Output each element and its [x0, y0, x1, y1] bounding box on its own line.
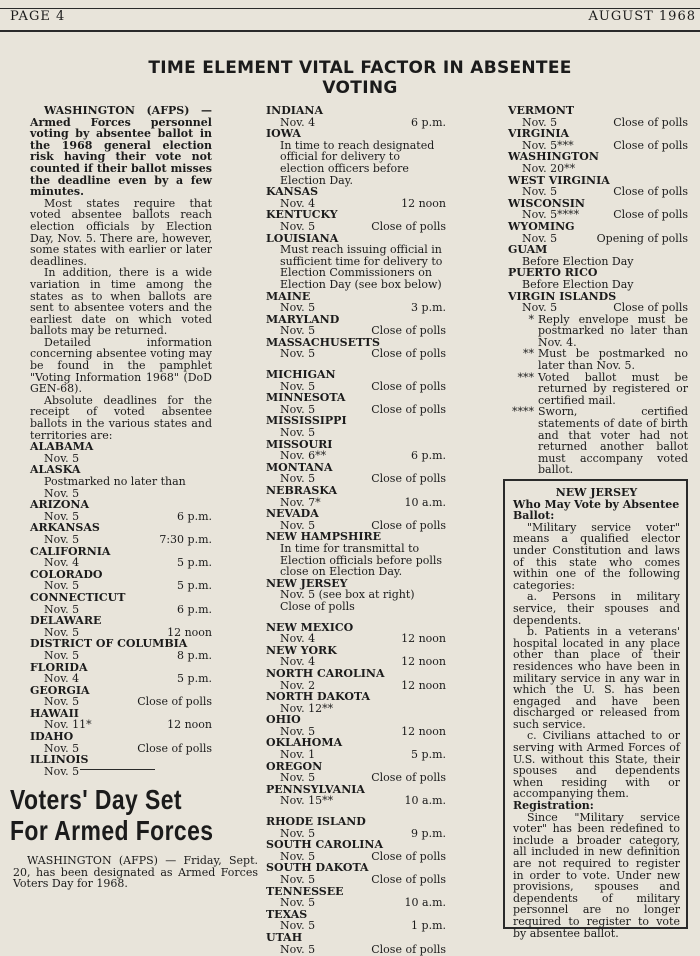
deadline-time: 6 p.m. — [411, 115, 446, 129]
footnote-text: Sworn, certified statements of date of birth and that voter had not returned another ballot must accompany voted ballot. — [538, 405, 688, 477]
deadline-date: Nov. 6** — [280, 449, 327, 463]
state-name: IDAHO — [30, 730, 74, 744]
deadline-date: Nov. 5 — [280, 379, 316, 393]
deadline-date: Nov. 5 — [280, 942, 316, 956]
state-name: OKLAHOMA — [266, 736, 343, 750]
deadline-time: 1 p.m. — [411, 919, 446, 933]
state-name: MINNESOTA — [266, 391, 346, 405]
deadline-date: Nov. 5*** — [522, 138, 574, 152]
deadline-time: 3 p.m. — [411, 301, 446, 315]
deadline-row — [508, 302, 688, 314]
state-name: GEORGIA — [30, 683, 90, 697]
header-rule-bottom — [0, 30, 700, 32]
footnote-mark: *** — [517, 370, 534, 384]
intro-paragraph: Most states require that voted absentee ballots reach election officials by Election Day, Nov. 5. There are, however, some states with earlier or later deadlines. — [30, 196, 212, 268]
deadline-date: Nov. 5 — [44, 648, 80, 662]
state-name: ALASKA — [30, 463, 81, 477]
footnote — [508, 406, 688, 476]
deadline-row — [266, 348, 446, 360]
box-paragraph: a. Persons in military service, their spouses and dependents. — [513, 590, 680, 627]
state-name: CONNECTICUT — [30, 590, 126, 604]
new-jersey-box — [503, 479, 688, 940]
state-entry — [266, 531, 446, 577]
intro-paragraph: Detailed information concerning absentee voting may be found in the pamphlet "Voting Information 1968" (DoD GEN-68). — [30, 335, 212, 396]
state-name: HAWAII — [30, 706, 79, 720]
deadline-time: 7:30 p.m. — [159, 532, 212, 546]
state-name: NORTH DAKOTA — [266, 690, 371, 704]
state-entry — [266, 105, 446, 128]
footnote-text: Must be postmarked no later than Nov. 5. — [538, 347, 688, 373]
state-name: SOUTH DAKOTA — [266, 861, 369, 875]
state-entry — [266, 622, 446, 645]
deadline-date: Nov. 5 — [44, 741, 80, 755]
box-paragraph: "Military service voter" means a qualified elector under Constitution and laws of this state who comes within one of the following categories: — [513, 520, 680, 592]
deadline-date: Nov. 5 — [280, 826, 316, 840]
state-entry — [508, 291, 688, 314]
deadline-row — [266, 221, 446, 233]
deadline-time: Close of polls — [137, 695, 212, 709]
state-entry — [508, 105, 688, 128]
footnote-mark: * — [528, 312, 534, 326]
state-entry — [266, 337, 446, 369]
deadline-date: Nov. 5 — [280, 426, 316, 440]
deadline-time: Close of polls — [371, 873, 446, 886]
deadline-time: Close of polls — [613, 115, 688, 129]
state-name: TENNESSEE — [266, 884, 344, 898]
state-name: NEW HAMPSHIRE — [266, 530, 382, 544]
deadline-date: Nov. 5 — [280, 472, 316, 486]
deadline-date: Nov. 4 — [44, 672, 80, 686]
box-paragraph: c. Civilians attached to or serving with Armed Forces of U.S. without this State, their spouses and dependents when residing with or accompanying them. — [513, 729, 680, 801]
state-name: FLORIDA — [30, 660, 88, 674]
state-entry — [266, 839, 446, 862]
deadline-row — [508, 163, 688, 175]
state-entry — [266, 291, 446, 314]
deadline-time: 6 p.m. — [177, 509, 212, 523]
deadline-date: Nov. 5 — [44, 451, 80, 465]
state-name: GUAM — [508, 243, 548, 257]
intro-paragraph: In addition, there is a wide variation in time among the states as to when ballots are sent to absentee voters and the earliest date on which voted ballots may be returned. — [30, 266, 212, 338]
box-title: NEW JERSEY — [555, 486, 638, 499]
state-name: WEST VIRGINIA — [508, 173, 610, 187]
deadline-row — [30, 534, 212, 546]
state-entry — [266, 392, 446, 415]
deadline-time: 12 noon — [167, 718, 212, 732]
deadline-date: Nov. 5 — [44, 764, 80, 778]
state-name: NORTH CAROLINA — [266, 666, 385, 680]
intro-paragraph: Absolute deadlines for the receipt of voted absentee ballots in the various states and territories are: — [30, 393, 212, 442]
state-entry — [508, 221, 688, 244]
deadline-date: Nov. 15** — [280, 794, 334, 808]
footnote-text: Reply envelope must be postmarked no later than Nov. 4. — [538, 312, 688, 349]
state-entry — [30, 615, 212, 638]
deadline-date: Nov. 5 — [522, 185, 558, 199]
state-name: VIRGIN ISLANDS — [508, 289, 617, 303]
deadline-date: Nov. 5 — [44, 602, 80, 616]
deadline-time: Close of polls — [613, 301, 688, 315]
state-entry — [30, 546, 212, 569]
deadline-time: 5 p.m. — [411, 748, 446, 762]
deadline-time: 12 noon — [401, 678, 446, 692]
deadline-time: 6 p.m. — [411, 449, 446, 463]
deadline-date: Nov. 5 — [44, 625, 80, 639]
deadline-date: Nov. 20** — [522, 161, 576, 175]
state-name: NEBRASKA — [266, 484, 338, 497]
deadline-date: Nov. 5**** — [522, 208, 580, 222]
deadline-date: Nov. 5 — [44, 532, 80, 546]
state-name: NEVADA — [266, 507, 319, 521]
deadline-date: Nov. 12** — [280, 701, 334, 715]
deadline-row — [30, 557, 212, 569]
deadline-time: 5 p.m. — [177, 579, 212, 593]
column-3 — [508, 105, 688, 476]
state-note: In time for transmittal to Election officials before polls close on Election Day. — [280, 541, 443, 579]
state-entry — [266, 415, 446, 438]
state-note: Postmarked no later than — [44, 475, 186, 488]
deadline-date: Nov. 2 — [280, 678, 316, 692]
deadline-time: Close of polls — [613, 185, 688, 199]
state-name: NEW YORK — [266, 643, 337, 657]
state-name: LOUISIANA — [266, 231, 339, 245]
deadline-time: 5 p.m. — [177, 672, 212, 686]
deadline-time: 9 p.m. — [411, 826, 446, 840]
deadline-date: Nov. 5 — [280, 849, 316, 863]
state-entry — [266, 714, 446, 737]
state-name: WYOMING — [508, 219, 575, 233]
deadline-time: Close of polls — [371, 402, 446, 416]
page-header — [0, 0, 700, 34]
state-entry — [266, 233, 446, 291]
deadline-date: Nov. 5 — [280, 219, 316, 233]
state-entry — [266, 314, 446, 337]
state-entry — [266, 462, 446, 485]
deadline-time: Close of polls — [371, 379, 446, 393]
footnote-mark: ** — [523, 347, 534, 361]
deadline-row — [508, 186, 688, 198]
state-name: CALIFORNIA — [30, 544, 111, 558]
state-entry — [508, 198, 688, 221]
intro-paragraph: WASHINGTON (AFPS) — Armed Forces personnel voting by absentee ballot in the 1968 general election risk having their vote not counted if their ballot misses the deadline even by a few minutes. — [30, 104, 212, 199]
state-name: ARKANSAS — [30, 521, 100, 535]
state-entry — [266, 761, 446, 784]
voters-day-headline — [10, 784, 215, 846]
state-entry — [508, 128, 688, 151]
deadline-date: Nov. 5 — [280, 402, 316, 416]
state-name: ILLINOIS — [30, 753, 89, 767]
deadline-date: Nov. 5 — [522, 231, 558, 245]
state-entry — [30, 754, 212, 777]
state-entry — [30, 569, 212, 592]
state-deadline-list — [508, 105, 688, 314]
deadline-date: Nov. 5 — [44, 486, 80, 500]
state-name: DISTRICT OF COLUMBIA — [30, 637, 188, 651]
state-note: Before Election Day — [522, 277, 634, 291]
deadline-date: Nov. 5 — [44, 695, 80, 709]
deadline-date: Nov. 5 — [44, 509, 80, 523]
voters-day-text: WASHINGTON (AFPS) — Friday, Sept. 20, has been designated as Armed Forces Voters Day for 1968. — [13, 854, 258, 891]
deadline-time: Close of polls — [371, 347, 446, 361]
deadline-date: Nov. 5 — [280, 724, 316, 738]
deadline-time: 12 noon — [401, 196, 446, 210]
box-paragraph: b. Patients in a veterans' hospital located in any place other than place of their residences who have been in military service in any war in which the U. S. has been engaged and have been discharged or released from such service. — [513, 625, 680, 731]
state-entry — [266, 508, 446, 531]
state-entry — [30, 662, 212, 685]
state-entry — [30, 464, 212, 499]
state-entry — [266, 645, 446, 668]
state-name: RHODE ISLAND — [266, 815, 366, 829]
deadline-date: Nov. 5 — [280, 771, 316, 785]
deadline-date: Nov. 5 — [44, 579, 80, 593]
state-entry — [266, 784, 446, 816]
deadline-time: Close of polls — [371, 942, 446, 956]
state-name: PENNSYLVANIA — [266, 782, 365, 796]
state-entry — [30, 441, 212, 464]
deadline-date: Nov. 5 — [280, 896, 316, 910]
deadline-row — [266, 749, 446, 761]
deadline-time: 10 a.m. — [404, 495, 446, 509]
deadline-date: Nov. 5 — [522, 301, 558, 315]
state-name: OREGON — [266, 759, 323, 773]
deadline-time: 12 noon — [401, 724, 446, 738]
state-entry — [30, 499, 212, 522]
state-name: IOWA — [266, 127, 301, 141]
deadline-row — [266, 633, 446, 645]
issue-date: AUGUST 1968 — [588, 9, 696, 24]
state-note: In time to reach designated official for delivery to election officers before Election Day. — [280, 138, 435, 187]
deadline-time: Close of polls — [371, 518, 446, 532]
state-name: OHIO — [266, 713, 301, 727]
state-entry — [266, 909, 446, 932]
state-entry — [508, 151, 688, 174]
state-name: VERMONT — [508, 104, 575, 117]
column-1 — [30, 105, 212, 777]
footnote — [508, 348, 688, 371]
deadline-time: Close of polls — [137, 741, 212, 755]
footnote-mark: **** — [512, 405, 534, 419]
state-deadline-list — [30, 441, 212, 777]
state-entry — [266, 932, 446, 955]
state-entry — [266, 369, 446, 392]
state-entry — [266, 691, 446, 714]
box-subtitle: Who May Vote by Absentee Ballot: — [513, 497, 680, 523]
article-intro — [30, 105, 212, 441]
deadline-date: Nov. 5 — [280, 324, 316, 338]
deadline-date: Nov. 7* — [280, 495, 321, 509]
state-name: SOUTH CAROLINA — [266, 838, 384, 852]
state-name: MISSOURI — [266, 437, 333, 451]
state-entry — [30, 685, 212, 708]
column-2 — [266, 105, 446, 955]
state-name: MICHIGAN — [266, 368, 336, 382]
divider — [80, 769, 155, 770]
deadline-row — [266, 795, 446, 807]
state-entry — [266, 737, 446, 760]
state-name: NEW JERSEY — [266, 576, 348, 590]
page-number: PAGE 4 — [10, 9, 66, 24]
state-entry — [508, 267, 688, 290]
deadline-date: Nov. 1 — [280, 748, 316, 762]
state-name: ARIZONA — [30, 498, 90, 512]
state-name: MONTANA — [266, 460, 333, 474]
state-name: MARYLAND — [266, 312, 340, 326]
voters-day-title-line-2: For Armed Forces — [10, 815, 214, 846]
deadline-time: 12 noon — [401, 655, 446, 669]
deadline-date: Nov. 5 — [280, 919, 316, 933]
article-headline: TIME ELEMENT VITAL FACTOR IN ABSENTEE VOTING — [148, 58, 572, 98]
deadline-row — [266, 944, 446, 956]
deadline-time: 12 noon — [401, 632, 446, 646]
voters-day-title-line-1: Voters' Day Set — [10, 784, 182, 815]
state-entry — [30, 638, 212, 661]
state-entry — [266, 209, 446, 232]
state-name: VIRGINIA — [508, 127, 570, 141]
deadline-time: Opening of polls — [596, 231, 688, 245]
state-name: MASSACHUSETTS — [266, 335, 380, 349]
deadline-row — [266, 427, 446, 439]
deadline-time: Close of polls — [613, 138, 688, 152]
deadline-time: 10 a.m. — [404, 794, 446, 808]
deadline-date: Nov. 4 — [280, 115, 316, 129]
deadline-time: 6 p.m. — [177, 602, 212, 616]
registration-label: Registration: — [513, 799, 594, 813]
state-name: COLORADO — [30, 567, 103, 581]
state-entry — [266, 128, 446, 186]
state-name: KANSAS — [266, 185, 319, 199]
footnotes — [508, 314, 688, 476]
state-deadline-list — [266, 105, 446, 955]
state-entry — [266, 816, 446, 839]
state-name: NEW MEXICO — [266, 620, 354, 634]
voters-day-body — [13, 855, 258, 890]
deadline-row — [30, 766, 212, 778]
deadline-time: Close of polls — [613, 208, 688, 222]
deadline-row — [266, 302, 446, 314]
state-name: MAINE — [266, 289, 311, 303]
deadline-date: Nov. 4 — [44, 556, 80, 570]
state-entry — [266, 485, 446, 508]
state-note: Before Election Day — [522, 254, 634, 268]
state-name: TEXAS — [266, 907, 308, 921]
footnote-text: Voted ballot must be returned by registered or certified mail. — [538, 370, 688, 407]
deadline-date: Nov. 11* — [44, 718, 92, 732]
state-entry — [266, 186, 446, 209]
state-name: PUERTO RICO — [508, 266, 598, 280]
deadline-time: Close of polls — [371, 849, 446, 863]
deadline-date: Nov. 4 — [280, 632, 316, 646]
state-entry — [266, 439, 446, 462]
state-name: WISCONSIN — [508, 196, 585, 210]
deadline-date: Nov. 4 — [280, 196, 316, 210]
deadline-time: Close of polls — [371, 472, 446, 486]
registration-text: Since "Military service voter" has been redefined to include a broader category, all included in new definition are not required to register in order to vote. Under new provisions, spouses and dependents of military personnel are no longer required to register to vote by absentee ballot. — [513, 810, 680, 940]
state-name: ALABAMA — [30, 440, 94, 454]
deadline-time: 5 p.m. — [177, 556, 212, 570]
state-entry — [266, 862, 446, 885]
state-name: WASHINGTON — [508, 150, 599, 164]
state-name: DELAWARE — [30, 614, 102, 628]
box-paragraphs — [513, 522, 680, 800]
deadline-time: Close of polls — [371, 324, 446, 338]
header-rule — [0, 8, 700, 9]
deadline-date: Nov. 5 — [280, 301, 316, 315]
footnote — [508, 314, 688, 349]
state-name: MISSISSIPPI — [266, 414, 347, 428]
state-name: INDIANA — [266, 104, 324, 117]
footnote — [508, 372, 688, 407]
deadline-time: Close of polls — [371, 219, 446, 233]
deadline-date: Nov. 5 — [280, 347, 316, 361]
state-note: Nov. 5 (see box at right) Close of polls — [280, 588, 415, 613]
deadline-date: Nov. 5 — [280, 873, 316, 886]
deadline-row — [30, 673, 212, 685]
state-entry — [508, 244, 688, 267]
state-entry — [266, 578, 446, 622]
state-entry — [508, 175, 688, 198]
deadline-time: Close of polls — [371, 771, 446, 785]
deadline-date: Nov. 5 — [280, 518, 316, 532]
deadline-row — [30, 650, 212, 662]
state-entry — [30, 522, 212, 545]
state-entry — [30, 592, 212, 615]
deadline-row — [266, 874, 446, 886]
deadline-time: 12 noon — [167, 625, 212, 639]
deadline-date: Nov. 5 — [522, 115, 558, 129]
state-entry — [30, 731, 212, 754]
deadline-time: 10 a.m. — [404, 896, 446, 910]
state-entry — [266, 668, 446, 691]
state-name: KENTUCKY — [266, 208, 338, 222]
state-note: Must reach issuing official in sufficient time for delivery to Election Commissioners on Election Day (see box below) — [280, 243, 443, 291]
state-name: UTAH — [266, 930, 303, 944]
state-entry — [266, 886, 446, 909]
state-entry — [30, 708, 212, 731]
deadline-time: 8 p.m. — [177, 648, 212, 662]
deadline-date: Nov. 4 — [280, 655, 316, 669]
